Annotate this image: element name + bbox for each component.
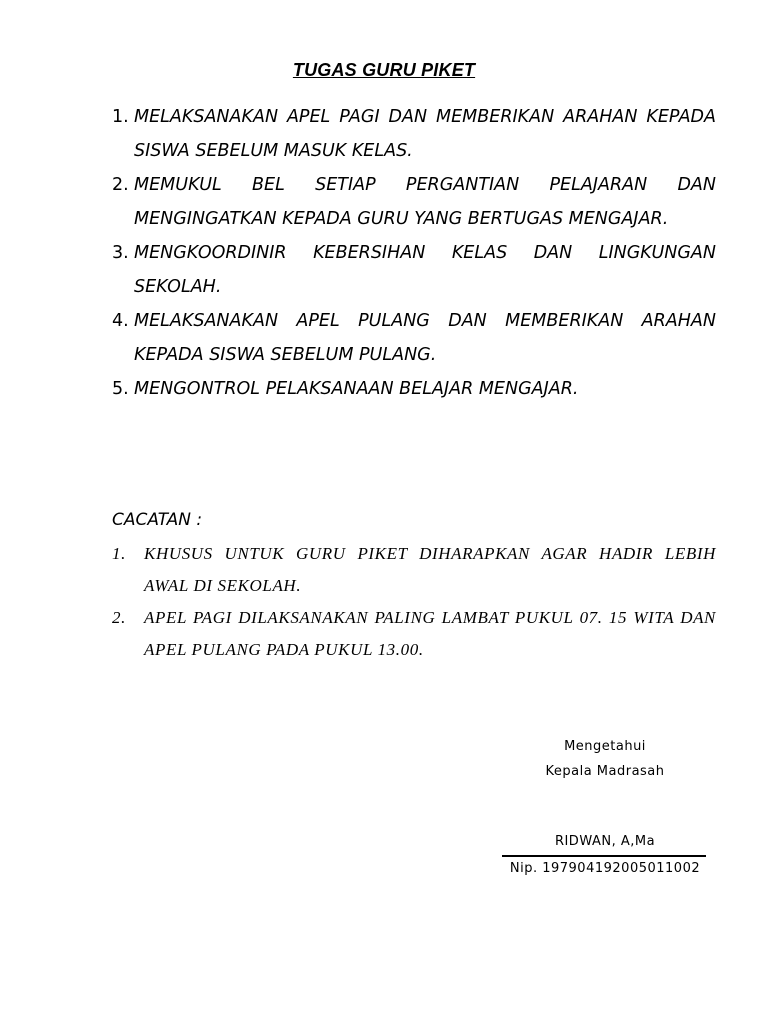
duty-item	[112, 304, 716, 372]
duty-number: 1.	[112, 107, 129, 127]
duty-text: MELAKSANAKAN APEL PAGI DAN MEMBERIKAN ARAHAN KEPADA SISWA SEBELUM MASUK KELAS.	[134, 107, 716, 161]
duty-number: 2.	[112, 175, 129, 195]
signature-name: RIDWAN, A,Ma	[554, 834, 656, 849]
note-text: APEL PAGI DILAKSANAKAN PALING LAMBAT PUKUL 07. 15 WITA DAN APEL PULANG PADA PUKUL 13.00.	[144, 608, 716, 659]
document-title: TUGAS GURU PIKET	[292, 60, 476, 80]
note-number: 1.	[112, 544, 126, 563]
signature-underline	[502, 855, 706, 857]
duty-item	[112, 372, 716, 406]
duty-number: 4.	[112, 311, 129, 331]
signature-acknowledge: Mengetahui	[564, 739, 646, 754]
duty-item	[112, 100, 716, 168]
duty-list	[112, 100, 716, 406]
duty-text: MENGKOORDINIR KEBERSIHAN KELAS DAN LINGKUNGAN SEKOLAH.	[134, 243, 716, 297]
notes-heading: CACATAN :	[112, 510, 203, 530]
duty-item	[112, 168, 716, 236]
duty-text: MENGONTROL PELAKSANAAN BELAJAR MENGAJAR.	[134, 379, 579, 399]
duty-item	[112, 236, 716, 304]
signature-role: Kepala Madrasah	[545, 764, 665, 779]
duty-number: 3.	[112, 243, 129, 263]
duty-number: 5.	[112, 379, 129, 399]
duty-text: MEMUKUL BEL SETIAP PERGANTIAN PELAJARAN DAN MENGINGATKAN KEPADA GURU YANG BERTUGAS MENGAJAR.	[134, 175, 716, 229]
note-text: KHUSUS UNTUK GURU PIKET DIHARAPKAN AGAR HADIR LEBIH AWAL DI SEKOLAH.	[144, 544, 716, 595]
note-number: 2.	[112, 608, 126, 627]
duty-text: MELAKSANAKAN APEL PULANG DAN MEMBERIKAN ARAHAN KEPADA SISWA SEBELUM PULANG.	[134, 311, 716, 365]
note-item	[112, 538, 716, 602]
note-item	[112, 602, 716, 666]
signature-nip: Nip. 197904192005011002	[509, 861, 701, 876]
notes-list	[112, 538, 716, 666]
